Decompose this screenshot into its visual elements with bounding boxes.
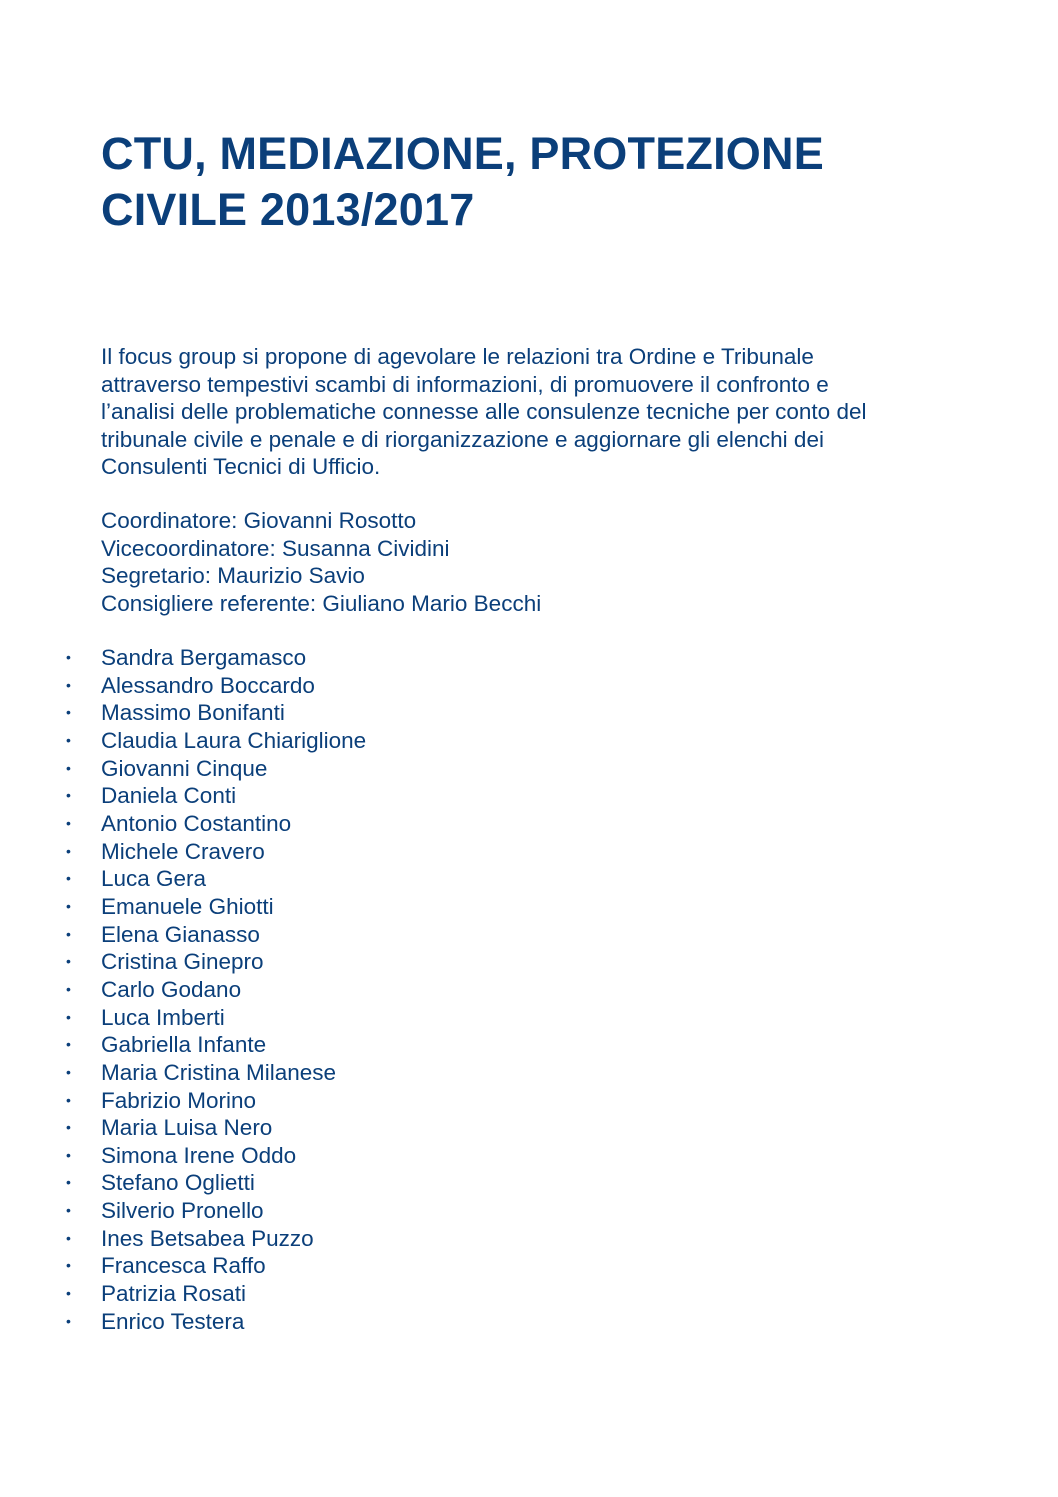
- bullet-icon: •: [66, 787, 71, 804]
- role-secretary: Segretario: Maurizio Savio: [101, 563, 365, 589]
- role-board-referent: Consigliere referente: Giuliano Mario Becchi: [101, 590, 542, 616]
- bullet-icon: •: [66, 1036, 71, 1053]
- member-name: Antonio Costantino: [101, 810, 292, 836]
- bullet-icon: •: [66, 704, 71, 721]
- bullet-icon: •: [66, 1312, 71, 1329]
- bullet-icon: •: [66, 1119, 71, 1136]
- list-item: [0, 1169, 366, 1197]
- member-name: Massimo Bonifanti: [101, 700, 285, 726]
- list-item: [0, 893, 366, 921]
- bullet-icon: •: [66, 759, 71, 776]
- list-item: [0, 1087, 366, 1115]
- title-line-2: CIVILE 2013/2017: [101, 184, 475, 235]
- list-item: [0, 1031, 366, 1059]
- intro-line-2: attraverso tempestivi scambi di informazioni, di promuovere il confronto e: [101, 371, 829, 397]
- member-name: Luca Gera: [101, 866, 207, 892]
- role-coordinator: Coordinatore: Giovanni Rosotto: [101, 508, 417, 533]
- list-item: [0, 672, 366, 700]
- bullet-icon: •: [66, 676, 71, 693]
- bullet-icon: •: [66, 1229, 71, 1246]
- bullet-icon: •: [66, 842, 71, 859]
- bullet-icon: •: [66, 925, 71, 942]
- list-item: [0, 810, 366, 838]
- bullet-icon: •: [66, 1257, 71, 1274]
- list-item: [0, 1225, 366, 1253]
- member-name: Maria Luisa Nero: [101, 1115, 273, 1141]
- list-item: [0, 1142, 366, 1170]
- list-item: [0, 699, 366, 727]
- list-item: [0, 838, 366, 866]
- bullet-icon: •: [66, 1202, 71, 1219]
- list-item: [0, 1114, 366, 1142]
- bullet-icon: •: [66, 980, 71, 997]
- member-name: Giovanni Cinque: [101, 755, 268, 781]
- member-name: Ines Betsabea Puzzo: [101, 1225, 314, 1251]
- member-name: Cristina Ginepro: [101, 949, 264, 975]
- member-name: Stefano Oglietti: [101, 1170, 255, 1196]
- member-name: Luca Imberti: [101, 1004, 225, 1030]
- member-name: Alessandro Boccardo: [101, 672, 315, 698]
- intro-line-1: Il focus group si propone di agevolare le relazioni tra Ordine e Tribunale: [101, 344, 814, 369]
- bullet-icon: •: [66, 870, 71, 887]
- role-vice-coordinator: Vicecoordinatore: Susanna Cividini: [101, 535, 450, 561]
- member-name: Daniela Conti: [101, 783, 237, 809]
- member-name: Emanuele Ghiotti: [101, 893, 274, 919]
- member-name: Silverio Pronello: [101, 1198, 264, 1224]
- bullet-icon: •: [66, 1174, 71, 1191]
- list-item: [0, 1308, 366, 1336]
- bullet-icon: •: [66, 1285, 71, 1302]
- intro-line-5: Consulenti Tecnici di Ufficio.: [101, 454, 381, 480]
- member-name: Enrico Testera: [101, 1308, 245, 1334]
- list-item: [0, 1280, 366, 1308]
- member-name: Claudia Laura Chiariglione: [101, 727, 367, 753]
- list-item: [0, 782, 366, 810]
- bullet-icon: •: [66, 1146, 71, 1163]
- member-name: Elena Gianasso: [101, 921, 260, 947]
- list-item: [0, 644, 366, 672]
- members-list: [0, 644, 366, 1335]
- member-name: Fabrizio Morino: [101, 1087, 257, 1113]
- list-item: [0, 865, 366, 893]
- page-title: [101, 126, 981, 238]
- list-item: [0, 1004, 366, 1032]
- member-name: Michele Cravero: [101, 838, 265, 864]
- bullet-icon: •: [66, 1008, 71, 1025]
- member-name: Simona Irene Oddo: [101, 1142, 297, 1168]
- roles-block: [101, 507, 541, 617]
- bullet-icon: •: [66, 1063, 71, 1080]
- intro-line-3: l’analisi delle problematiche connesse alle consulenze tecniche per conto del: [101, 399, 867, 425]
- list-item: [0, 1059, 366, 1087]
- bullet-icon: •: [66, 649, 71, 665]
- member-name: Carlo Godano: [101, 976, 242, 1002]
- bullet-icon: •: [66, 897, 71, 914]
- bullet-icon: •: [66, 814, 71, 831]
- list-item: [0, 727, 366, 755]
- bullet-icon: •: [66, 1091, 71, 1108]
- intro-paragraph: [101, 343, 961, 481]
- bullet-icon: •: [66, 731, 71, 748]
- bullet-icon: •: [66, 953, 71, 970]
- list-item: [0, 1197, 366, 1225]
- member-name: Patrizia Rosati: [101, 1281, 247, 1307]
- list-item: [0, 976, 366, 1004]
- list-item: [0, 1252, 366, 1280]
- member-name: Francesca Raffo: [101, 1253, 266, 1279]
- member-name: Maria Cristina Milanese: [101, 1059, 337, 1085]
- member-name: Gabriella Infante: [101, 1032, 267, 1058]
- member-name: Sandra Bergamasco: [101, 645, 307, 670]
- list-item: [0, 948, 366, 976]
- intro-line-4: tribunale civile e penale e di riorganizzazione e aggiornare gli elenchi dei: [101, 426, 824, 452]
- title-line-1: CTU, MEDIAZIONE, PROTEZIONE: [101, 128, 824, 179]
- list-item: [0, 755, 366, 783]
- list-item: [0, 921, 366, 949]
